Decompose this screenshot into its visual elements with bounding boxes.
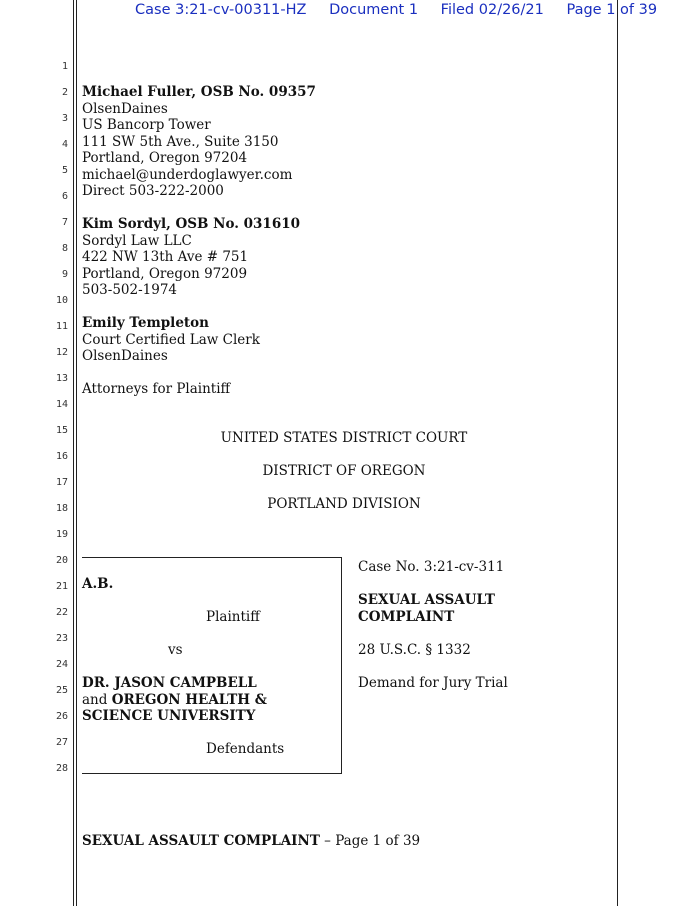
header-case-number: Case 3:21-cv-00311-HZ — [135, 2, 307, 18]
line-number: 24 — [55, 659, 68, 670]
line-number: 12 — [55, 347, 68, 358]
attorney-firm: OlsenDaines — [82, 100, 168, 117]
line-number: 19 — [55, 529, 68, 540]
attorneys-for: Attorneys for Plaintiff — [82, 381, 231, 397]
line-number: 22 — [55, 607, 68, 618]
court-division: PORTLAND DIVISION — [267, 496, 421, 512]
line-number: 1 — [61, 61, 68, 72]
page-footer — [82, 833, 420, 850]
line-number: 28 — [55, 763, 68, 774]
attorney-phone: Direct 503-222-2000 — [82, 183, 224, 199]
defendant-2-name: OREGON HEALTH & — [111, 691, 267, 708]
attorney-name: Michael Fuller, OSB No. 09357 — [82, 84, 316, 100]
attorney-street: 111 SW 5th Ave., Suite 3150 — [82, 133, 279, 150]
line-number: 25 — [55, 685, 68, 696]
line-number: 5 — [61, 165, 68, 176]
attorney-street: 422 NW 13th Ave # 751 — [82, 249, 249, 265]
defendant-2-line-1 — [82, 692, 267, 709]
attorney-title: Court Certified Law Clerk — [82, 331, 260, 348]
case-number: Case No. 3:21-cv-311 — [358, 559, 505, 575]
attorney-phone: 503-502-1974 — [82, 282, 178, 298]
complaint-title-line-1: SEXUAL ASSAULT — [358, 592, 495, 608]
versus-label: vs — [168, 642, 183, 658]
line-number: 23 — [55, 633, 68, 644]
header-filed-date: Filed 02/26/21 — [440, 2, 544, 18]
attorney-building: US Bancorp Tower — [82, 117, 211, 133]
line-number: 4 — [61, 139, 68, 150]
left-margin-rule-1 — [73, 0, 74, 906]
jury-demand: Demand for Jury Trial — [358, 675, 508, 691]
footer-title: SEXUAL ASSAULT COMPLAINT — [82, 833, 320, 849]
line-number: 17 — [55, 477, 68, 488]
defendants-label: Defendants — [206, 741, 285, 757]
line-number: 13 — [55, 373, 68, 384]
line-number: 7 — [61, 217, 68, 228]
line-number: 18 — [55, 503, 68, 514]
line-number: 6 — [61, 191, 68, 202]
attorney-firm: Sordyl Law LLC — [82, 232, 192, 249]
line-number: 11 — [55, 321, 68, 332]
line-number: 2 — [61, 87, 68, 98]
line-number: 21 — [55, 581, 68, 592]
line-number: 20 — [55, 555, 68, 566]
court-name: UNITED STATES DISTRICT COURT — [220, 430, 468, 446]
attorney-city: Portland, Oregon 97204 — [82, 150, 248, 166]
line-number: 9 — [61, 269, 68, 280]
line-number: 14 — [55, 399, 68, 410]
left-margin-rule-2 — [76, 0, 77, 906]
line-number: 27 — [55, 737, 68, 748]
attorney-name: Emily Templeton — [82, 315, 209, 331]
right-margin-rule — [617, 0, 618, 906]
defendant-2-line-2: SCIENCE UNIVERSITY — [82, 708, 256, 724]
attorney-name: Kim Sordyl, OSB No. 031610 — [82, 216, 301, 232]
court-district: DISTRICT OF OREGON — [262, 463, 426, 479]
attorney-firm: OlsenDaines — [82, 348, 168, 364]
line-number: 15 — [55, 425, 68, 436]
line-number: 26 — [55, 711, 68, 722]
defendant-1: DR. JASON CAMPBELL — [82, 675, 257, 691]
ecf-header — [135, 2, 657, 18]
line-number: 8 — [61, 243, 68, 254]
header-document: Document 1 — [329, 2, 419, 18]
plaintiff-name: A.B. — [82, 576, 114, 592]
line-number: 10 — [55, 295, 68, 306]
statute-citation: 28 U.S.C. § 1332 — [358, 642, 471, 658]
and-label: and — [82, 691, 108, 708]
footer-page: – Page 1 of 39 — [319, 833, 421, 849]
line-number: 16 — [55, 451, 68, 462]
header-page: Page 1 of 39 — [566, 2, 658, 18]
plaintiff-label: Plaintiff — [206, 609, 260, 625]
attorney-email: michael@underdoglawyer.com — [82, 166, 293, 183]
line-number: 3 — [61, 113, 68, 124]
complaint-title-line-2: COMPLAINT — [358, 608, 455, 625]
attorney-city: Portland, Oregon 97209 — [82, 265, 248, 282]
